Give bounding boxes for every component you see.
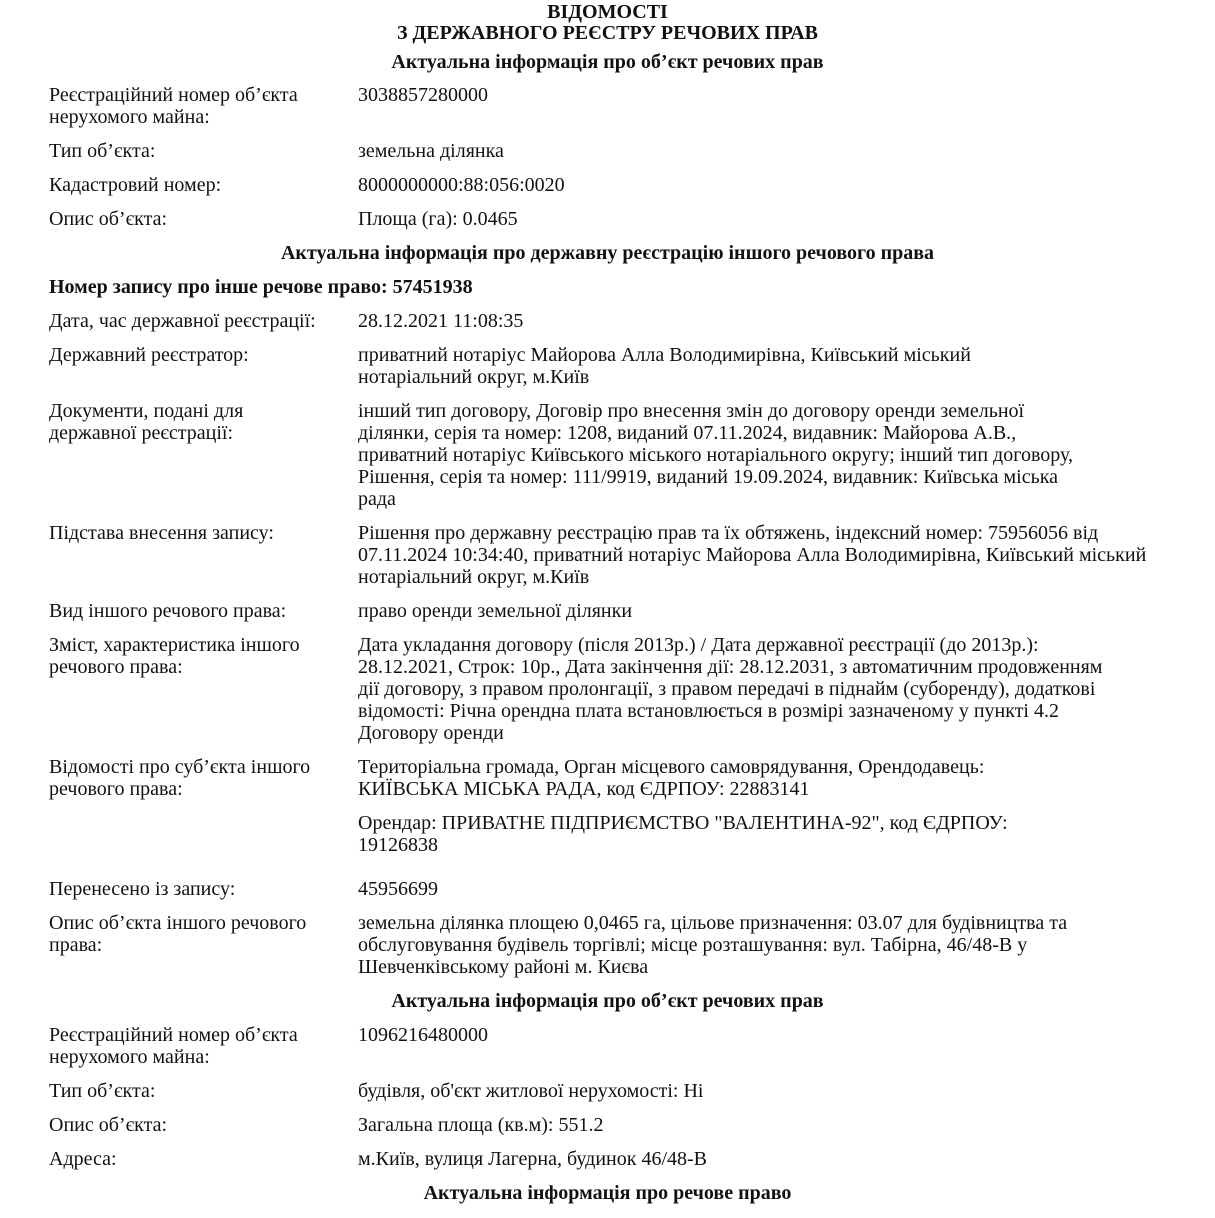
- row-label: Реєстраційний номер об’єкта нерухомого майна:: [49, 84, 298, 128]
- row-value: земельна ділянка: [358, 140, 504, 162]
- section-heading-object: Актуальна інформація про об’єкт речових прав: [391, 51, 824, 73]
- row-value: 8000000000:88:056:0020: [358, 174, 565, 196]
- row-value: 1096216480000: [358, 1024, 488, 1046]
- info-row: [49, 1024, 1159, 1080]
- lessee-info: Орендар: ПРИВАТНЕ ПІДПРИЄМСТВО "ВАЛЕНТИНА-92", код ЄДРПОУ: 19126838: [358, 812, 1008, 856]
- info-row: [49, 634, 1159, 756]
- section-heading-right: Актуальна інформація про речове право: [423, 1182, 792, 1204]
- info-row: [49, 756, 1159, 878]
- row-label: Перенесено із запису:: [49, 878, 236, 900]
- registration-info-table: [49, 310, 1159, 990]
- object-info-table: [49, 84, 1159, 242]
- row-label: Тип об’єкта:: [49, 140, 156, 162]
- info-row: [49, 344, 1159, 400]
- section-heading-registration: Актуальна інформація про державну реєстрацію іншого речового права: [280, 242, 935, 264]
- record-number: Номер запису про інше речове право: 57451938: [49, 276, 473, 298]
- section-heading-object-2: Актуальна інформація про об’єкт речових прав: [391, 990, 824, 1012]
- row-value: земельна ділянка площею 0,0465 га, цільове призначення: 03.07 для будівництва та обслуговування будівель торгівлі; місце розташування: вул. Табірна, 46/48-В у Шевченківському районі м. Києва: [358, 912, 1068, 978]
- info-row: [49, 174, 1159, 208]
- row-label: Дата, час державної реєстрації:: [49, 310, 316, 332]
- row-label: Кадастровий номер:: [49, 174, 222, 196]
- row-value: 28.12.2021 11:08:35: [358, 310, 524, 332]
- row-label: Державний реєстратор:: [49, 344, 249, 366]
- row-label: Зміст, характеристика іншого речового права:: [49, 634, 300, 678]
- object-info-table-2: [49, 1024, 1159, 1182]
- info-row: [49, 1080, 1159, 1114]
- row-value: право оренди земельної ділянки: [358, 600, 633, 622]
- row-value: Площа (га): 0.0465: [358, 208, 518, 230]
- row-label: Документи, подані для державної реєстрації:: [49, 400, 244, 444]
- row-label: Відомості про суб’єкта іншого речового права:: [49, 756, 311, 800]
- info-row: [49, 84, 1159, 140]
- row-label: Адреса:: [49, 1148, 117, 1170]
- lessor-info: Територіальна громада, Орган місцевого самоврядування, Орендодавець: КИЇВСЬКА МІСЬКА РАДА, код ЄДРПОУ: 22883141: [358, 756, 985, 800]
- row-value: м.Київ, вулиця Лагерна, будинок 46/48-В: [358, 1148, 708, 1170]
- row-label: Опис об’єкта іншого речового права:: [49, 912, 307, 956]
- row-value: Дата укладання договору (після 2013р.) / Дата державної реєстрації (до 2013р.): 28.12.2021, Строк: 10р., Дата закінчення дії: 28.12.2031, з автоматичним продовженням дії договору, з правом пролонгації, з правом передачі в піднайм (суборенду), додаткові відомості: Річна орендна плата встановлюється в розмірі зазначеному у пункті 4.2 Договору оренди: [358, 634, 1103, 744]
- info-row: [49, 600, 1159, 634]
- row-value: будівля, об'єкт житлової нерухомості: Ні: [358, 1080, 704, 1102]
- row-label: Опис об’єкта:: [49, 208, 168, 230]
- info-row: [49, 1148, 1159, 1182]
- row-value: 3038857280000: [358, 84, 488, 106]
- row-value: інший тип договору, Договір про внесення змін до договору оренди земельної ділянки, серія та номер: 1208, виданий 07.11.2024, видавник: Майорова А.В., приватний нотаріус Київського міського нотаріального округу; інший тип договору, Рішення, серія та номер: 111/9919, виданий 19.09.2024, видавник: Київська міська рада: [358, 400, 1073, 510]
- doc-title: ВІДОМОСТІ: [547, 1, 668, 23]
- row-value: Загальна площа (кв.м): 551.2: [358, 1114, 604, 1136]
- info-row: [49, 310, 1159, 344]
- row-value: 45956699: [358, 878, 438, 900]
- row-label: Підстава внесення запису:: [49, 522, 274, 544]
- doc-subtitle: З ДЕРЖАВНОГО РЕЄСТРУ РЕЧОВИХ ПРАВ: [396, 22, 819, 44]
- row-value: Рішення про державну реєстрацію прав та їх обтяжень, індексний номер: 75956056 від 07.11.2024 10:34:40, приватний нотаріус Майорова Алла Володимирівна, Київський міський нотаріальний округ, м.Київ: [358, 522, 1147, 588]
- row-label: Опис об’єкта:: [49, 1114, 168, 1136]
- info-row: [49, 208, 1159, 242]
- row-label: Вид іншого речового права:: [49, 600, 287, 622]
- info-row: [49, 1114, 1159, 1148]
- info-row: [49, 912, 1159, 990]
- row-label: Тип об’єкта:: [49, 1080, 156, 1102]
- row-label: Реєстраційний номер об’єкта нерухомого майна:: [49, 1024, 298, 1068]
- info-row: [49, 878, 1159, 912]
- info-row: [49, 140, 1159, 174]
- row-value-group: [358, 756, 1088, 878]
- info-row: [49, 400, 1159, 522]
- row-value: приватний нотаріус Майорова Алла Володимирівна, Київський міський нотаріальний округ, м.Київ: [358, 344, 971, 388]
- info-row: [49, 522, 1159, 600]
